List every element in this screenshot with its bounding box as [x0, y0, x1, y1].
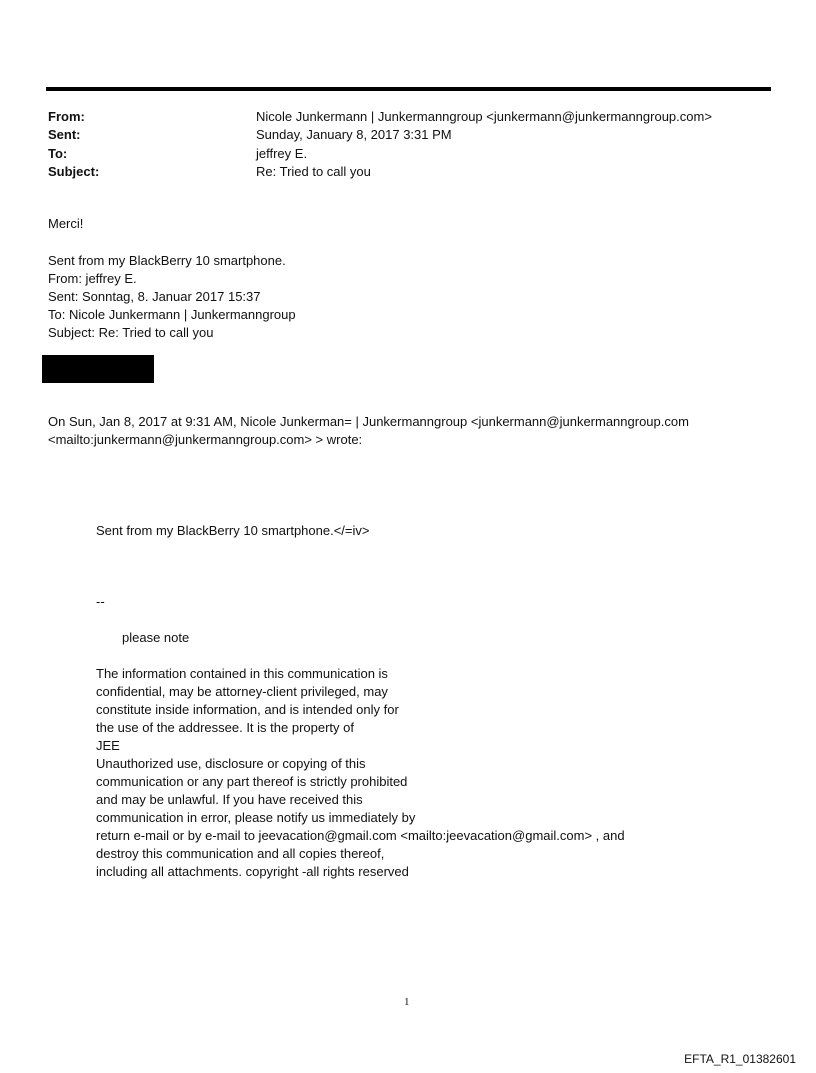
disclaimer-line: destroy this communication and all copies thereof, — [96, 846, 385, 861]
quoted-line: Sent from my BlackBerry 10 smartphone. — [48, 253, 286, 268]
to-label: To: — [48, 146, 68, 161]
quoted-line: Subject: Re: Tried to call you — [48, 325, 214, 340]
from-label: From: — [48, 109, 85, 124]
document-id: EFTA_R1_01382601 — [684, 1052, 796, 1066]
disclaimer-line: including all attachments. copyright -all rights reserved — [96, 864, 409, 879]
disclaimer-line: Unauthorized use, disclosure or copying of this — [96, 756, 366, 771]
disclaimer-line: communication in error, please notify us immediately by — [96, 810, 416, 825]
disclaimer-line: communication or any part thereof is strictly prohibited — [96, 774, 408, 789]
disclaimer-line: The information contained in this communication is — [96, 666, 388, 681]
quoted-line: From: jeffrey E. — [48, 271, 137, 286]
disclaimer-line: and may be unlawful. If you have received this — [96, 792, 363, 807]
on-wrote-line: <mailto:junkermann@junkermanngroup.com> > wrote: — [48, 432, 363, 447]
disclaimer-line: JEE — [96, 738, 120, 753]
subject-label: Subject: — [48, 164, 100, 179]
from-value: Nicole Junkermann | Junkermanngroup <junkermann@junkermanngroup.com> — [256, 109, 712, 124]
subject-value: Re: Tried to call you — [256, 164, 371, 179]
greeting: Merci! — [48, 216, 84, 231]
please-note: please note — [122, 630, 190, 645]
disclaimer-line: constitute inside information, and is intended only for — [96, 702, 399, 717]
sent-label: Sent: — [48, 127, 81, 142]
sent-from-line: Sent from my BlackBerry 10 smartphone.</=iv> — [96, 523, 370, 538]
quoted-line: To: Nicole Junkermann | Junkermanngroup — [48, 307, 296, 322]
to-value: jeffrey E. — [256, 146, 308, 161]
quoted-line: Sent: Sonntag, 8. Januar 2017 15:37 — [48, 289, 261, 304]
sent-value: Sunday, January 8, 2017 3:31 PM — [256, 127, 452, 142]
disclaimer-line: return e-mail or by e-mail to jeevacation@gmail.com <mailto:jeevacation@gmail.com> , and — [96, 828, 625, 843]
disclaimer-line: confidential, may be attorney-client privileged, may — [96, 684, 388, 699]
disclaimer-line: the use of the addressee. It is the property of — [96, 720, 354, 735]
on-wrote-line: On Sun, Jan 8, 2017 at 9:31 AM, Nicole Junkerman= | Junkermanngroup <junkermann@junkermanngroup.com — [48, 414, 689, 429]
separator: -- — [96, 594, 105, 609]
header-rule — [46, 87, 771, 91]
page-number: 1 — [404, 996, 410, 1008]
redaction-box — [42, 355, 154, 383]
